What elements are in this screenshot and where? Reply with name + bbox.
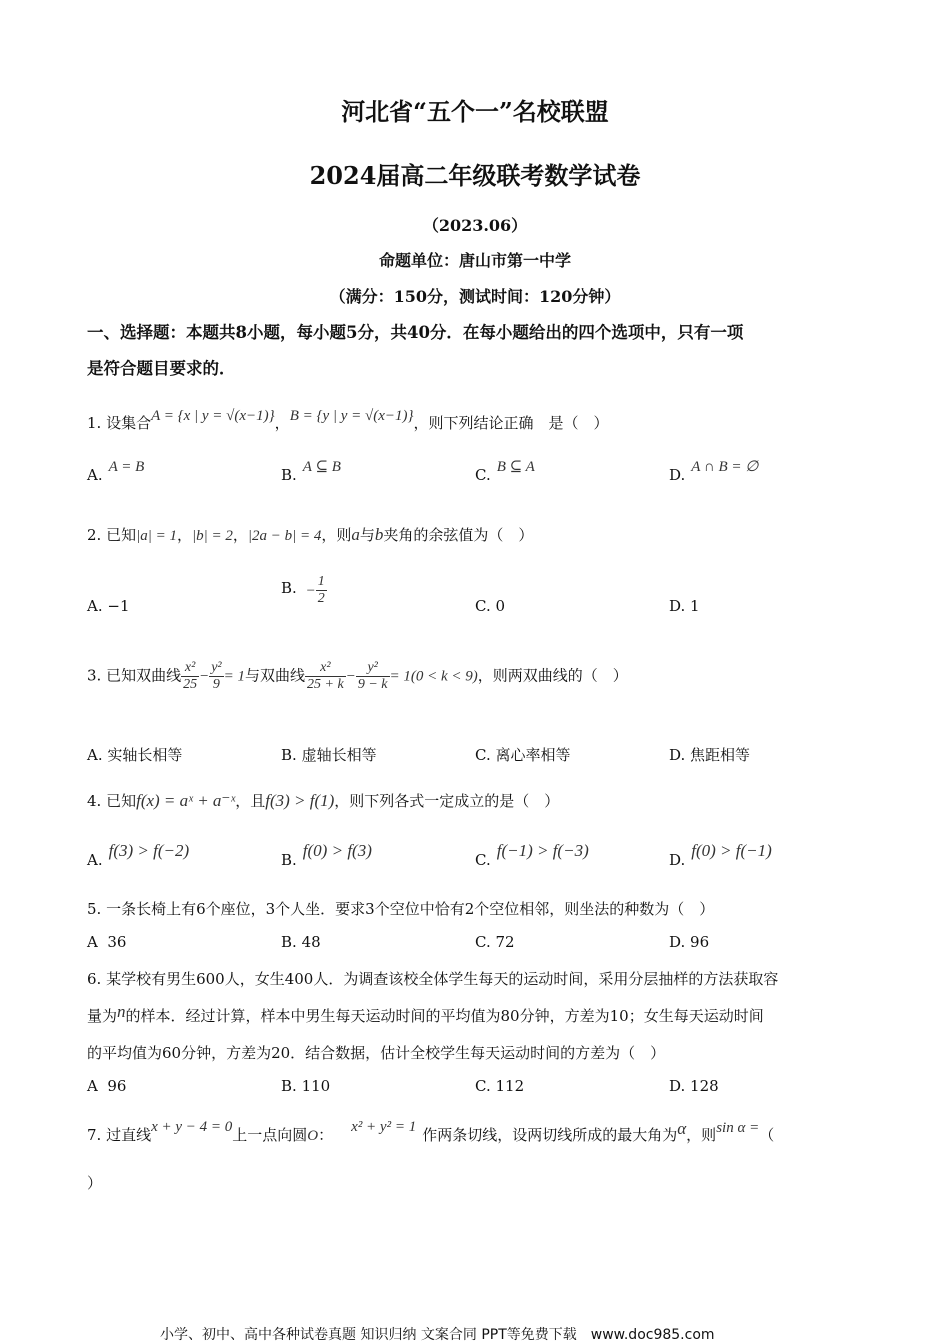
q7-line-eq: x + y − 4 = 0 [151, 1119, 233, 1135]
q2-option-d-text: 1 [690, 597, 700, 615]
q1-option-a [87, 459, 145, 485]
q6-option-d-label: D. [669, 1077, 686, 1095]
q3-h2-n1: x² [305, 660, 346, 677]
q5-option-b-text: 48 [301, 933, 321, 951]
q7-mid1: 上一点向圆 [232, 1126, 308, 1144]
q2-option-b-num: 1 [316, 574, 327, 591]
q5-option-c-label: C. [475, 933, 491, 951]
q5-option-a [87, 933, 126, 951]
q2-option-b-fraction [316, 574, 327, 607]
question-7-stem [87, 1119, 775, 1145]
q6-var-n: n [117, 1002, 126, 1021]
q5-option-b [281, 933, 321, 951]
q1-option-b-label: B. [281, 466, 297, 484]
q3-option-c-text: 离心率相等 [495, 746, 571, 764]
q6-option-a-text: 96 [107, 1077, 127, 1095]
q7-alpha: α [677, 1119, 687, 1138]
q6-line2-rest: 的样本．经过计算，样本中男生每天运动时间的平均值为80分钟，方差为10；女生每天运动时间 [125, 1007, 764, 1025]
q4-option-a [87, 841, 190, 870]
q4-suffix: ，则下列各式一定成立的是（ ） [334, 792, 560, 810]
section-heading-line2: 是符合题目要求的． [87, 359, 236, 378]
q7-sin-alpha: sin α = [716, 1120, 760, 1136]
q4-option-b [281, 841, 372, 870]
q5-option-d-text: 96 [690, 933, 710, 951]
exam-score-time: （满分：150分，测试时间：120分钟） [329, 287, 621, 306]
q5-option-d-label: D. [669, 933, 686, 951]
q1-option-d [669, 459, 759, 485]
q7-paren-close: ） [87, 1174, 103, 1192]
q3-option-c [475, 744, 571, 765]
q7-colon: ： [318, 1126, 334, 1144]
q3-h2-n2: y² [356, 660, 390, 677]
q3-h2-d2: 9 − k [357, 677, 388, 693]
q4-option-c-label: C. [475, 851, 491, 869]
q3-h2-d1: 25 + k [307, 677, 344, 693]
q6-option-c-text: 112 [495, 1077, 525, 1095]
exam-unit: 命题单位：唐山市第一中学 [378, 251, 571, 270]
q2-cond-1: |a| = 1 [136, 528, 177, 544]
q1-prefix: 1. 设集合 [87, 414, 152, 432]
q3-h1-d2: 9 [212, 677, 220, 693]
q6-option-c [475, 1077, 524, 1095]
q7-mid2: 作两条切线，设两切线所成的最大角为 [422, 1126, 678, 1144]
q4-option-d-label: D. [669, 851, 686, 869]
q3-option-d-text: 焦距相等 [690, 746, 751, 764]
q4-prefix: 4. 已知 [87, 792, 137, 810]
q3-h1-rhs: = 1 [223, 668, 246, 685]
q1-option-a-label: A. [87, 466, 103, 484]
q2-mid: ，则 [321, 526, 352, 544]
question-4-stem [87, 790, 559, 811]
q5-option-a-label: A [87, 933, 98, 951]
q3-option-a-label: A. [87, 746, 103, 764]
q7-paren-open: （ [759, 1126, 775, 1144]
q3-h2-rhs: = 1(0 < k < 9) [389, 668, 478, 685]
q2-option-b-den: 2 [317, 591, 325, 607]
q1-sep: ， [274, 414, 290, 432]
q2-option-d-label: D. [669, 597, 686, 615]
q3-option-c-label: C. [475, 746, 491, 764]
footer-banner: 小学、初中、高中各种试卷真题 知识归纳 文案合同 PPT等免费下载 www.doc985.com [160, 1327, 715, 1343]
q2-option-c-label: C. [475, 597, 491, 615]
q1-option-a-math: A = B [108, 459, 145, 475]
q3-option-a-text: 实轴长相等 [107, 746, 183, 764]
q1-suffix: ，则下列结论正确 是（ ） [413, 414, 609, 432]
q6-option-c-label: C. [475, 1077, 491, 1095]
q3-h1-frac1 [181, 660, 199, 693]
exam-paper-title: 2024届高二年级联考数学试卷 [309, 161, 641, 190]
q4-condition: f(3) > f(1) [265, 791, 335, 810]
q1-option-c-math: B ⊆ A [496, 459, 535, 475]
q2-option-a [87, 597, 130, 615]
q3-h1-d1: 25 [183, 677, 198, 693]
q3-h2-frac1 [305, 660, 346, 693]
question-2-stem: 2. 已知|a| = 1，|b| = 2，|2a − b| = 4，则a与b夹角的余弦值为（ ） [87, 525, 534, 544]
q5-option-c-text: 72 [495, 933, 515, 951]
q7-circle-eq: x² + y² = 1 [351, 1119, 417, 1135]
q1-set-a: A = {x | y = √(x−1)} [151, 408, 275, 424]
q2-with: 与 [359, 526, 375, 544]
q3-option-b-text: 虚轴长相等 [301, 746, 377, 764]
q6-option-b [281, 1077, 330, 1095]
q2-vector-a: a [351, 525, 360, 544]
q1-option-d-math: A ∩ B = ∅ [691, 459, 759, 475]
q2-option-b-minus: − [305, 582, 316, 599]
q2-prefix: 2. 已知 [87, 526, 137, 544]
q1-option-c [475, 459, 535, 485]
exam-date: （2023.06） [422, 216, 528, 235]
q3-option-b-label: B. [281, 746, 297, 764]
question-5-stem: 5. 一条长椅上有6个座位，3个人坐．要求3个空位中恰有2个空位相邻，则坐法的种数为（ ） [87, 900, 715, 918]
exam-league-title: 河北省“五个一”名校联盟 [341, 97, 609, 126]
q1-option-b-math: A ⊆ B [302, 459, 341, 475]
q3-h1-frac2 [209, 660, 223, 693]
q4-option-d-math: f(0) > f(−1) [691, 841, 772, 860]
question-6-line1: 6. 某学校有男生600人，女生400人．为调查该校全体学生每天的运动时间，采用分层抽样的方法获取容 [87, 970, 779, 988]
q7-prefix: 7. 过直线 [87, 1126, 152, 1144]
q2-vector-b: b [374, 525, 384, 544]
q3-option-d-label: D. [669, 746, 686, 764]
question-6-line2 [87, 1002, 764, 1026]
q2-option-d [669, 597, 700, 615]
q3-suffix: ，则两双曲线的（ ） [477, 666, 628, 685]
q2-option-c [475, 597, 505, 615]
q6-option-b-text: 110 [301, 1077, 331, 1095]
q2-option-b-label: B. [281, 578, 297, 597]
q2-option-a-text: −1 [107, 597, 130, 615]
q2-option-c-text: 0 [495, 597, 506, 615]
q3-option-b [281, 744, 377, 765]
q6-option-b-label: B. [281, 1077, 297, 1095]
q1-option-b [281, 459, 341, 485]
q4-function: f(x) = aˣ + a⁻ˣ [136, 791, 236, 810]
q1-option-d-label: D. [669, 466, 686, 484]
q5-option-d [669, 933, 709, 951]
question-6-line3: 的平均值为60分钟，方差为20．结合数据，估计全校学生每天运动时间的方差为（ ） [87, 1044, 666, 1062]
q3-option-d [669, 744, 750, 765]
q4-mid: ，且 [235, 792, 266, 810]
q2-option-a-label: A. [87, 597, 103, 615]
q6-option-d-text: 128 [690, 1077, 719, 1095]
q1-option-c-label: C. [475, 466, 491, 484]
q3-h1-n1: x² [181, 660, 199, 677]
q1-set-b: B = {y | y = √(x−1)} [289, 408, 414, 424]
q4-option-c-math: f(−1) > f(−3) [496, 841, 589, 860]
q5-option-b-label: B. [281, 933, 297, 951]
q6-option-a-label: A [87, 1077, 98, 1095]
q4-option-d [669, 841, 772, 870]
q2-suffix: 夹角的余弦值为（ ） [383, 526, 534, 544]
q4-option-c [475, 841, 589, 870]
q7-circle-o: O [307, 1128, 319, 1144]
q3-option-a [87, 744, 182, 765]
q5-option-a-text: 36 [107, 933, 127, 951]
q3-mid: 与双曲线 [245, 666, 306, 685]
q4-option-a-math: f(3) > f(−2) [108, 841, 190, 860]
question-3-stem: 3. 已知双曲线 $\frac{\text{x²}}{25}$ − $\frac{\text{y²}}{9}$ = 1与双曲线 $\frac{\text{x²}}{25 + k}$ − $\frac{\text{y²}}{9 - k}$ = 1(0 < k < 9)，则两双曲线的（ ） [87, 660, 628, 693]
q3-h1-n2: y² [209, 660, 223, 677]
q5-option-c [475, 933, 515, 951]
q7-mid3: ，则 [686, 1126, 717, 1144]
section-heading-line1: 一、选择题：本题共8小题，每小题5分，共40分．在每小题给出的四个选项中，只有一项 [87, 323, 744, 342]
q3-h2-frac2 [356, 660, 390, 693]
q2-cond-3: |2a − b| = 4 [247, 528, 322, 544]
q4-option-b-label: B. [281, 851, 297, 869]
q6-option-a [87, 1077, 126, 1095]
q2-option-b [281, 574, 327, 607]
question-1-stem [87, 408, 609, 433]
q2-cond-2: |b| = 2 [191, 528, 233, 544]
q6-line2-start: 量为 [87, 1007, 118, 1025]
q3-prefix: 3. 已知双曲线 [87, 666, 182, 685]
q4-option-b-math: f(0) > f(3) [302, 841, 372, 860]
q4-option-a-label: A. [87, 851, 103, 869]
q6-option-d [669, 1077, 719, 1095]
